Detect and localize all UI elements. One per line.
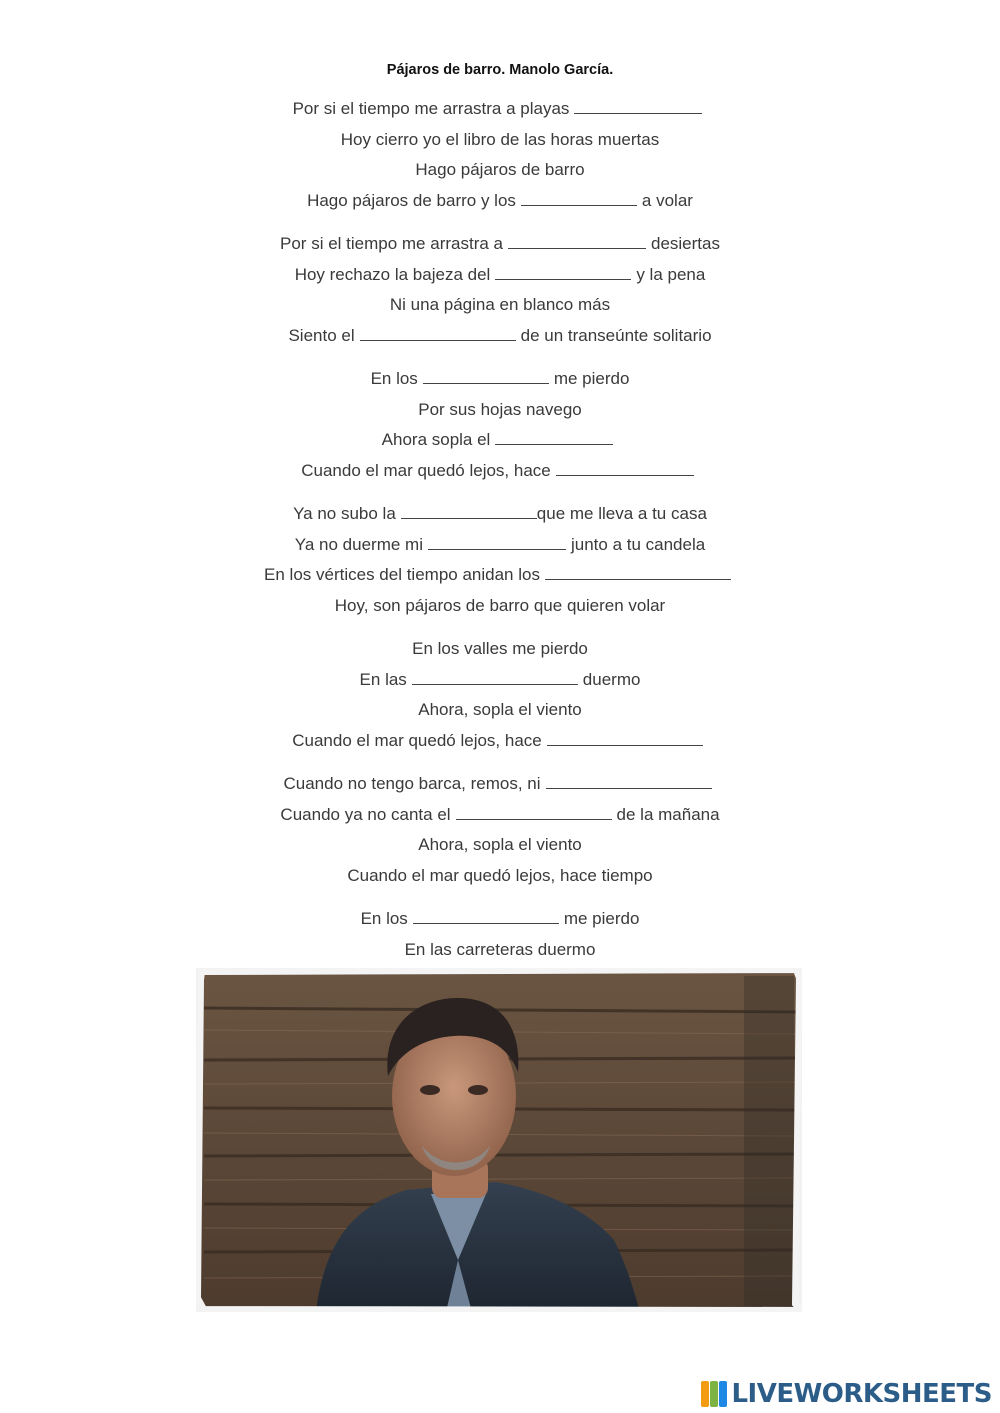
- lyric-line: [0, 530, 1000, 561]
- stanza: [0, 769, 1000, 891]
- lyric-text: Ahora, sopla el viento: [418, 835, 582, 854]
- lyric-text: Cuando el mar quedó lejos, hace tiempo: [347, 865, 653, 885]
- answer-blank[interactable]: [401, 503, 537, 519]
- answer-blank[interactable]: [545, 564, 731, 580]
- lyric-text: En los: [360, 909, 408, 928]
- lyric-line: [0, 560, 1000, 591]
- lyric-text: En los valles me pierdo: [412, 639, 588, 658]
- answer-blank[interactable]: [360, 325, 516, 341]
- lyric-text: me pierdo: [553, 369, 630, 388]
- liveworksheets-logo[interactable]: [701, 1376, 992, 1412]
- lyric-text: Siento el: [288, 325, 355, 345]
- photo-image: [196, 968, 802, 1312]
- logo-text: LIVEWORKSHEETS: [731, 1379, 992, 1409]
- lyric-line: [0, 260, 1000, 291]
- lyric-line: [0, 634, 1000, 665]
- lyric-text: junto a tu candela: [570, 534, 706, 554]
- lyric-text: Hoy, son pájaros de barro que quieren volar: [334, 595, 666, 615]
- lyric-text: Ya no duerme mi: [294, 534, 423, 554]
- lyric-text: En las: [359, 669, 407, 689]
- lyric-text: y la pena: [636, 264, 706, 284]
- lyric-line: [0, 904, 1000, 935]
- lyric-text: Ahora sopla el: [381, 430, 491, 449]
- lyric-text: Cuando ya no canta el: [280, 804, 451, 824]
- lyric-text: que me lleva a tu casa: [536, 504, 707, 523]
- stanza: [0, 634, 1000, 756]
- lyric-line: [0, 499, 1000, 530]
- lyric-line: [0, 94, 1000, 125]
- lyric-line: [0, 290, 1000, 321]
- lyric-text: Por sus hojas navego: [418, 399, 582, 419]
- lyric-text: Hago pájaros de barro: [415, 160, 585, 179]
- answer-blank[interactable]: [508, 233, 646, 249]
- lyric-text: Hoy cierro yo el libro de las horas muertas: [340, 129, 660, 149]
- lyric-line: [0, 364, 1000, 395]
- answer-blank[interactable]: [546, 773, 712, 789]
- lyric-text: Cuando el mar quedó lejos, hace: [292, 730, 542, 750]
- lyric-line: [0, 456, 1000, 487]
- lyric-text: En las carreteras duermo: [404, 939, 596, 959]
- answer-blank[interactable]: [556, 460, 694, 476]
- lyric-text: Ahora, sopla el viento: [418, 700, 582, 719]
- lyric-text: desiertas: [650, 234, 720, 253]
- lyric-line: [0, 830, 1000, 861]
- lyric-line: [0, 186, 1000, 217]
- lyric-line: [0, 125, 1000, 156]
- stanza: [0, 94, 1000, 216]
- liveworksheets-mark-icon: [701, 1381, 727, 1407]
- lyric-text: de un transeúnte solitario: [520, 325, 712, 345]
- singer-photo: [196, 968, 802, 1312]
- lyric-line: [0, 800, 1000, 831]
- lyric-text: Ya no subo la: [293, 504, 396, 523]
- lyric-text: Hago pájaros de barro y los: [307, 190, 516, 210]
- lyric-line: [0, 229, 1000, 260]
- answer-blank[interactable]: [574, 98, 702, 114]
- answer-blank[interactable]: [428, 534, 566, 550]
- lyric-text: En los: [370, 369, 418, 388]
- lyric-line: [0, 321, 1000, 352]
- worksheet-title: Pájaros de barro. Manolo García.: [386, 62, 614, 78]
- lyric-text: Ni una página en blanco más: [389, 295, 611, 314]
- stanza: [0, 499, 1000, 621]
- lyric-line: [0, 695, 1000, 726]
- lyric-line: [0, 665, 1000, 696]
- lyric-text: Hoy rechazo la bajeza del: [294, 264, 491, 284]
- lyric-line: [0, 425, 1000, 456]
- lyric-line: [0, 861, 1000, 892]
- answer-blank[interactable]: [495, 429, 613, 445]
- answer-blank[interactable]: [456, 804, 612, 820]
- lyric-text: Por si el tiempo me arrastra a: [280, 234, 503, 253]
- lyric-text: de la mañana: [616, 804, 720, 824]
- lyric-text: Cuando el mar quedó lejos, hace: [301, 460, 551, 480]
- answer-blank[interactable]: [423, 368, 549, 384]
- lyric-line: [0, 591, 1000, 622]
- lyric-text: a volar: [641, 190, 693, 210]
- answer-blank[interactable]: [521, 190, 637, 206]
- lyric-line: [0, 769, 1000, 800]
- lyric-text: En los vértices del tiempo anidan los: [264, 565, 540, 584]
- lyric-line: [0, 935, 1000, 966]
- lyric-text: Por si el tiempo me arrastra a playas: [292, 99, 570, 118]
- answer-blank[interactable]: [413, 908, 559, 924]
- stanza: [0, 229, 1000, 351]
- answer-blank[interactable]: [495, 264, 631, 280]
- lyric-line: [0, 726, 1000, 757]
- answer-blank[interactable]: [412, 669, 578, 685]
- lyric-text: Cuando no tengo barca, remos, ni: [283, 774, 541, 793]
- stanza: [0, 364, 1000, 486]
- lyric-line: [0, 155, 1000, 186]
- answer-blank[interactable]: [547, 730, 703, 746]
- stanza: [0, 904, 1000, 965]
- lyrics: [0, 94, 1000, 978]
- lyric-line: [0, 395, 1000, 426]
- lyric-text: me pierdo: [563, 909, 640, 928]
- lyric-text: duermo: [582, 669, 641, 689]
